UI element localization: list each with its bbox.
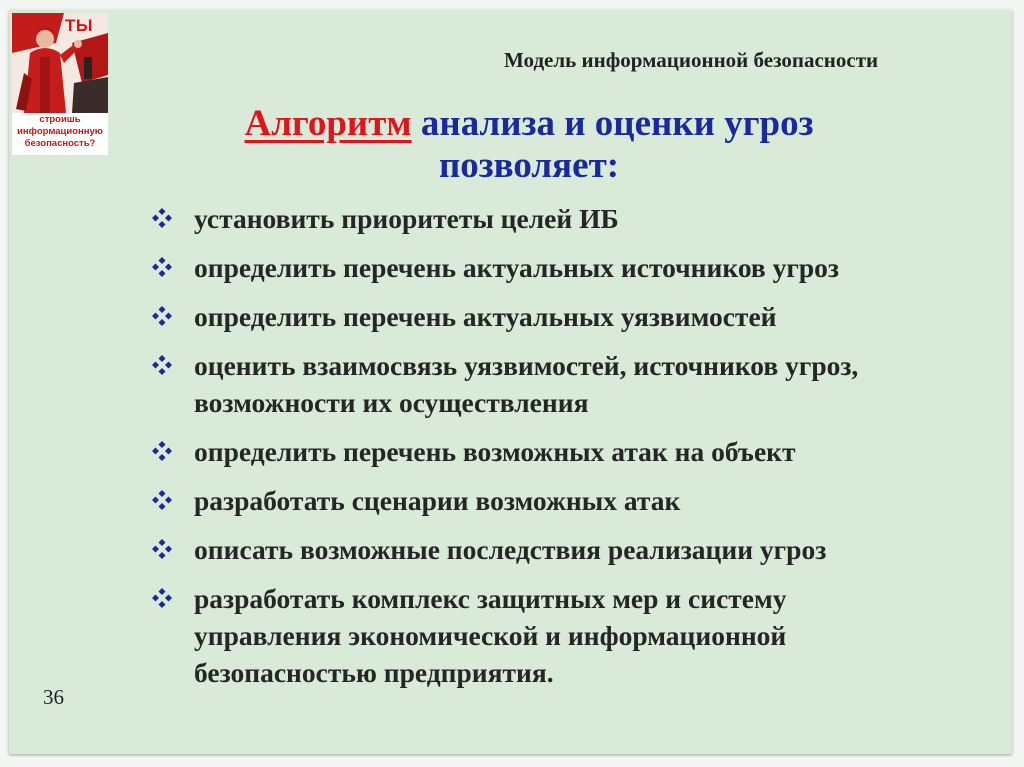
slide-header: Модель информационной безопасности [504, 48, 879, 72]
bullet-text: определить перечень актуальных уязвимостей [194, 301, 777, 332]
bullet-text: определить перечень возможных атак на объект [194, 436, 796, 467]
bullet-text: установить приоритеты целей ИБ [194, 203, 619, 234]
title-line-1 [159, 103, 899, 145]
diamond-bullet-icon [149, 352, 175, 378]
page-number: 36 [43, 685, 64, 709]
bullet-item [149, 298, 979, 335]
bullet-list [149, 200, 979, 703]
poster-caption [12, 114, 108, 150]
poster-caption-line: строишь [39, 114, 81, 125]
poster-heading: ТЫ [65, 16, 94, 35]
bullet-item [149, 482, 979, 519]
bullet-item [149, 200, 979, 237]
bullet-text: определить перечень актуальных источников угроз [194, 252, 839, 283]
diamond-bullet-icon [149, 487, 175, 513]
diamond-bullet-icon [149, 254, 175, 280]
bullet-item [149, 249, 979, 286]
bullet-text: разработать сценарии возможных атак [194, 485, 681, 516]
title-line-2: позволяет: [438, 145, 620, 186]
bullet-text: разработать комплекс защитных мер и систему [194, 583, 787, 614]
title-accent-word: Алгоритм [244, 103, 412, 144]
diamond-bullet-icon [149, 536, 175, 562]
diamond-bullet-icon [149, 585, 175, 611]
bullet-item [149, 433, 979, 470]
poster-logo [12, 13, 108, 155]
diamond-bullet-icon [149, 303, 175, 329]
poster-caption-line: информационную [17, 126, 103, 137]
bullet-text-continued: возможности их осуществления [194, 387, 589, 418]
bullet-text: оценить взаимосвязь уязвимостей, источников угроз, [194, 350, 859, 381]
slide-title [159, 103, 899, 187]
bullet-text: описать возможные последствия реализации угроз [194, 534, 827, 565]
bullet-item [149, 347, 979, 421]
bullet-item [149, 580, 979, 691]
bullet-item [149, 531, 979, 568]
diamond-bullet-icon [149, 438, 175, 464]
slide [9, 10, 1012, 754]
bullet-text-continued: безопасностью предприятия. [194, 657, 554, 688]
diamond-bullet-icon [149, 205, 175, 231]
title-rest: анализа и оценки угроз [411, 103, 814, 144]
bullet-text-continued: управления экономической и информационной [194, 620, 787, 651]
poster-caption-line: безопасность? [24, 138, 96, 149]
